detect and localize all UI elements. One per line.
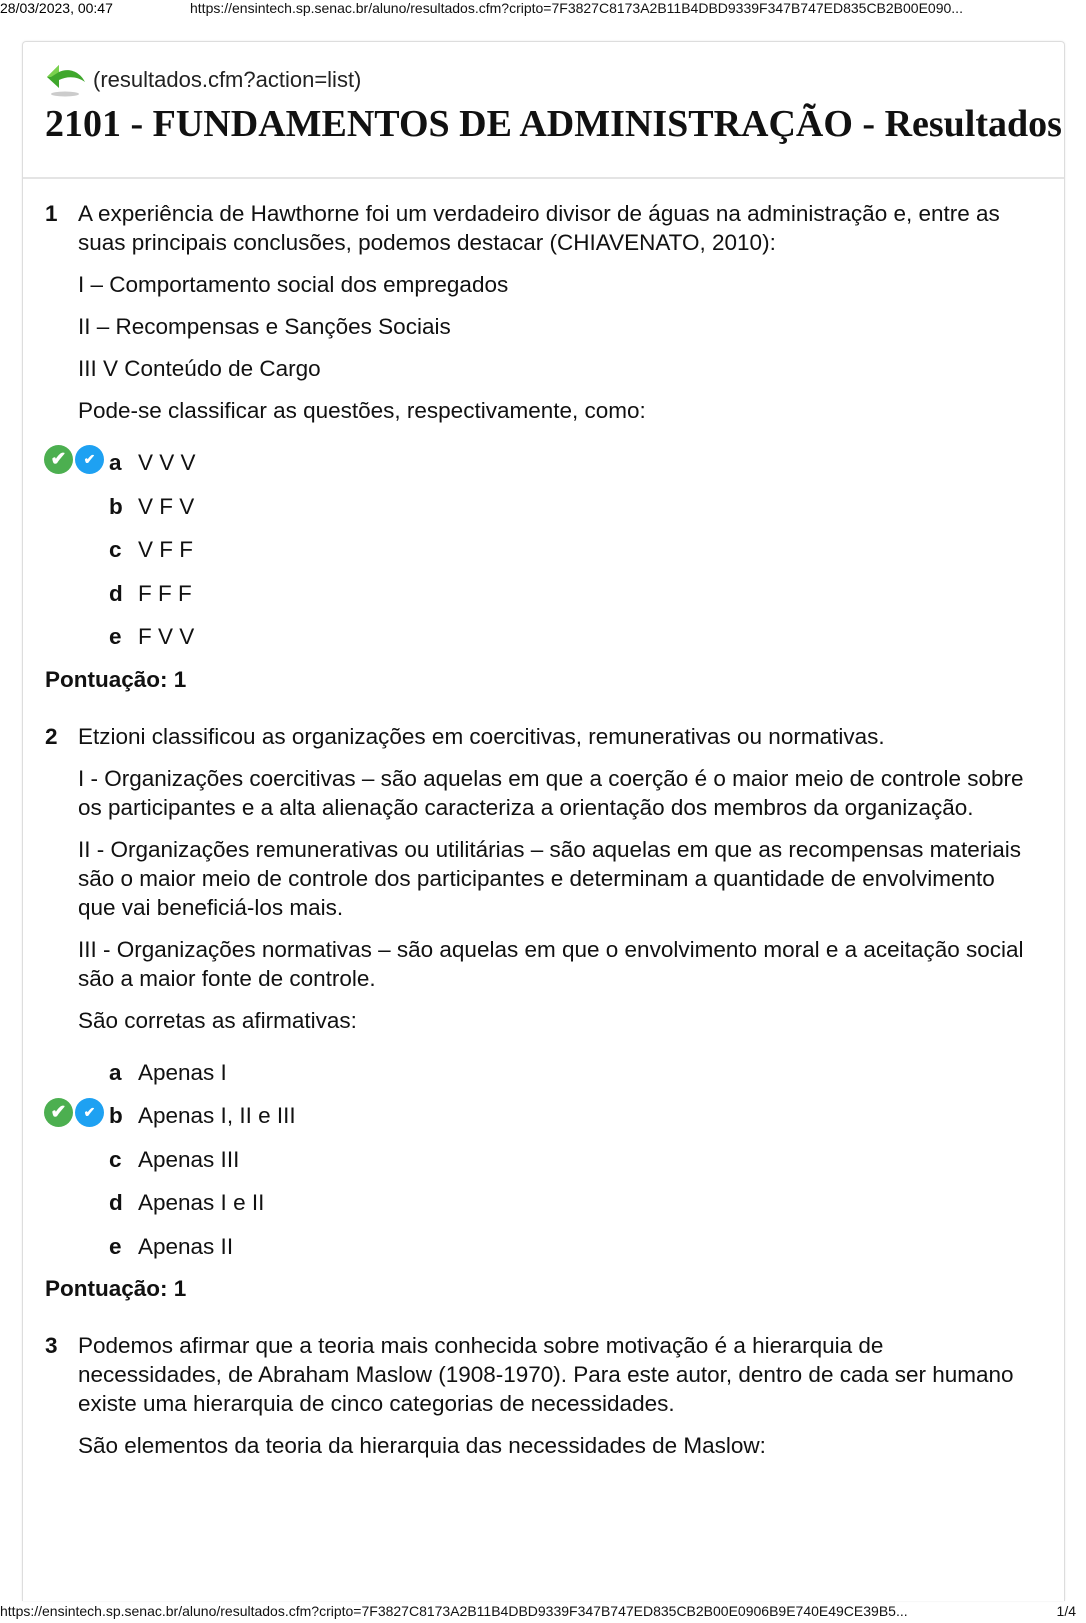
question-text: São corretas as afirmativas: (78, 1007, 357, 1033)
question-number: 2 (45, 723, 58, 749)
option-letter: e (109, 624, 122, 649)
question-text: Podemos afirmar que a teoria mais conhecida sobre motivação é a hierarquia de necessidades, de Abraham Maslow (1908-1970). Para este autor, dentro de cada ser humano existe uma hierarquia de cinco categorias de necessidades. (78, 1333, 1014, 1416)
print-url: https://ensintech.sp.senac.br/aluno/resultados.cfm?cripto=7F3827C8173A2B11B4DBD9339F347B747ED835CB2B00E090... (190, 0, 963, 16)
question-text: I - Organizações coercitivas – são aquelas em que a coerção é o maior meio de controle sobre os participantes e a alta alienação caracteriza a orientação dos membros da organização. (78, 765, 1024, 820)
question-text: São elementos da teoria da hierarquia das necessidades de Maslow: (78, 1433, 766, 1458)
selected-check-icon: ✔ (75, 1098, 104, 1127)
print-footer-url: https://ensintech.sp.senac.br/aluno/resultados.cfm?cripto=7F3827C8173A2B11B4DBD9339F347B747ED835CB2B00E0906B9E740E49CE39B5... (0, 1603, 908, 1619)
question-text: Pode-se classificar as questões, respectivamente, como: (78, 398, 646, 423)
question-text: III - Organizações normativas – são aquelas em que o envolvimento moral e a aceitação social são a maior fonte de controle. (78, 936, 1024, 991)
option-text: Apenas I (138, 1059, 227, 1085)
selected-check-icon: ✔ (75, 445, 104, 474)
option-letter: c (109, 1146, 122, 1172)
option-c (23, 1145, 1064, 1189)
option-text: V F V (138, 493, 195, 519)
back-link[interactable] (45, 62, 361, 98)
question-number: 3 (45, 1333, 58, 1358)
option-text: V V V (138, 450, 196, 475)
option-text: V F F (138, 537, 193, 562)
option-text: F V V (138, 624, 195, 649)
question-text: A experiência de Hawthorne foi um verdadeiro divisor de águas na administração e, entre as suas principais conclusões, podemos destacar (CHIAVENATO, 2010): (78, 201, 1000, 255)
questions-list (23, 179, 1064, 1460)
question-number: 1 (45, 201, 58, 226)
question-text: II – Recompensas e Sanções Sociais (78, 314, 451, 339)
option-text: Apenas III (138, 1146, 240, 1172)
question-text: II - Organizações remunerativas ou utilitárias – são aquelas em que as recompensas materiais são o maior meio de controle dos participantes e determinam a quantidade de envolvimento que vai beneficiá-los mais. (78, 836, 1021, 920)
question-1 (23, 199, 1064, 425)
option-letter: d (109, 580, 123, 606)
option-letter: d (109, 1190, 123, 1215)
option-letter: e (109, 1233, 122, 1259)
print-page-number: 1/4 (1056, 1603, 1076, 1619)
option-d (23, 579, 1064, 623)
question-score: Pontuação: 1 (45, 666, 187, 692)
option-b (23, 1101, 1064, 1145)
option-a (23, 1058, 1064, 1102)
options-list (23, 448, 1064, 666)
question-score: Pontuação: 1 (45, 1276, 187, 1301)
option-text: Apenas I e II (138, 1190, 265, 1215)
question-3 (23, 1331, 1064, 1460)
results-card (22, 41, 1065, 1601)
question-text: III V Conteúdo de Cargo (78, 356, 321, 381)
back-link-label: (resultados.cfm?action=list) (93, 67, 362, 92)
option-letter: a (109, 1059, 122, 1085)
option-letter: a (109, 450, 122, 475)
option-text: Apenas I, II e III (138, 1103, 296, 1128)
option-text: F F F (138, 580, 192, 606)
option-text: Apenas II (138, 1233, 234, 1259)
option-e (23, 622, 1064, 666)
option-letter: c (109, 537, 122, 562)
option-letter: b (109, 493, 123, 519)
option-b (23, 492, 1064, 536)
page-title: 2101 - FUNDAMENTOS DE ADMINISTRAÇÃO - Resultados (45, 103, 1062, 145)
question-text: I – Comportamento social dos empregados (78, 272, 509, 297)
option-e (23, 1232, 1064, 1276)
card-header (23, 42, 1064, 179)
back-arrow-icon (45, 62, 89, 98)
option-d (23, 1188, 1064, 1232)
correct-check-icon: ✔ (44, 445, 73, 474)
option-a (23, 448, 1064, 492)
question-text: Etzioni classificou as organizações em coercitivas, remunerativas ou normativas. (78, 723, 885, 749)
correct-check-icon: ✔ (44, 1098, 73, 1127)
print-datetime: 28/03/2023, 00:47 (0, 0, 113, 16)
option-letter: b (109, 1103, 123, 1128)
option-c (23, 535, 1064, 579)
options-list (23, 1058, 1064, 1276)
question-2 (23, 722, 1064, 1035)
